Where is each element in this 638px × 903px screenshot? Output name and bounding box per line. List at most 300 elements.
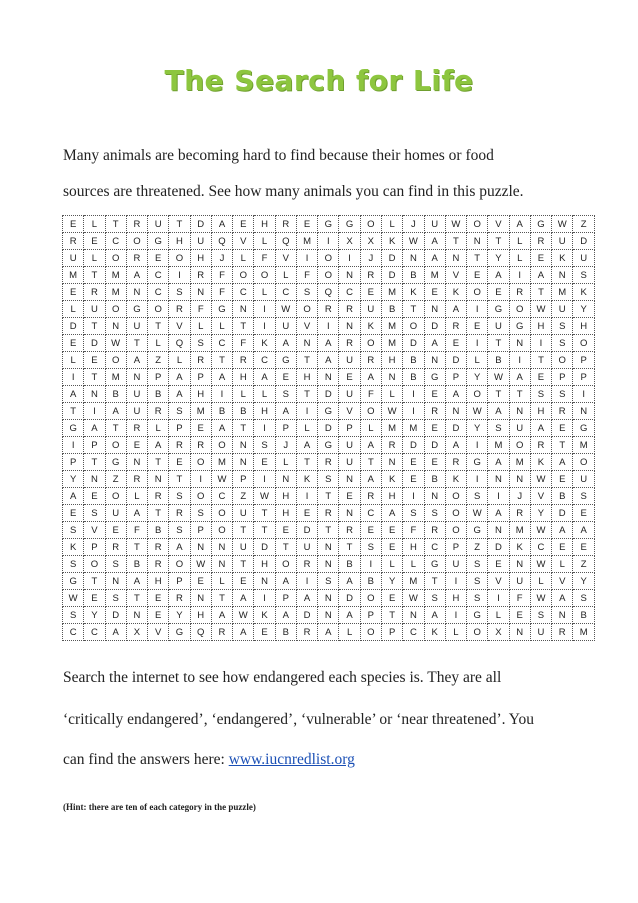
grid-cell: H <box>190 386 211 403</box>
grid-cell: C <box>211 488 232 505</box>
grid-cell: J <box>403 216 424 233</box>
grid-cell: O <box>445 522 466 539</box>
grid-cell: Q <box>190 624 211 641</box>
grid-cell: N <box>424 301 445 318</box>
grid-cell: H <box>275 505 296 522</box>
grid-cell: B <box>403 369 424 386</box>
grid-cell: H <box>381 488 402 505</box>
grid-cell: T <box>126 590 147 607</box>
grid-cell: C <box>275 284 296 301</box>
grid-cell: S <box>169 284 190 301</box>
grid-cell: N <box>318 369 339 386</box>
grid-cell: P <box>445 539 466 556</box>
grid-cell: R <box>126 250 147 267</box>
grid-cell: H <box>573 318 595 335</box>
grid-cell: R <box>211 624 232 641</box>
grid-cell: A <box>360 437 381 454</box>
intro-line-1: Many animals are becoming hard to find because their homes or food <box>63 147 494 164</box>
grid-cell: M <box>403 420 424 437</box>
grid-cell: I <box>573 386 595 403</box>
grid-cell: B <box>488 352 509 369</box>
grid-cell: A <box>63 488 84 505</box>
grid-cell: G <box>530 216 551 233</box>
grid-cell: E <box>296 216 317 233</box>
grid-cell: L <box>275 267 296 284</box>
grid-cell: A <box>552 590 573 607</box>
grid-row <box>63 539 595 556</box>
grid-cell: A <box>126 267 147 284</box>
grid-cell: F <box>296 267 317 284</box>
grid-cell: O <box>211 505 232 522</box>
grid-cell: I <box>467 437 488 454</box>
instructions-line-1: Search the internet to see how endangered each species is. They are all <box>63 669 502 686</box>
grid-cell: N <box>84 386 105 403</box>
grid-cell: V <box>445 267 466 284</box>
grid-cell: N <box>233 437 254 454</box>
grid-cell: O <box>445 505 466 522</box>
grid-cell: T <box>381 607 402 624</box>
instructions-line-3 <box>63 752 355 768</box>
grid-cell: I <box>254 301 275 318</box>
grid-cell: I <box>445 573 466 590</box>
grid-cell: E <box>233 573 254 590</box>
grid-cell: Y <box>63 471 84 488</box>
grid-cell: U <box>573 471 595 488</box>
grid-cell: M <box>105 284 126 301</box>
grid-cell: R <box>63 233 84 250</box>
grid-cell: D <box>424 318 445 335</box>
grid-cell: H <box>254 556 275 573</box>
grid-cell: E <box>296 505 317 522</box>
grid-cell: I <box>296 403 317 420</box>
grid-cell: E <box>530 369 551 386</box>
grid-cell: O <box>360 624 381 641</box>
grid-cell: F <box>360 386 381 403</box>
grid-cell: N <box>509 335 530 352</box>
grid-cell: O <box>275 556 296 573</box>
grid-cell: S <box>169 403 190 420</box>
grid-cell: K <box>403 284 424 301</box>
grid-cell: N <box>190 284 211 301</box>
grid-cell: P <box>84 437 105 454</box>
grid-cell: T <box>105 420 126 437</box>
grid-cell: O <box>105 488 126 505</box>
grid-cell: T <box>233 318 254 335</box>
word-search-grid <box>62 215 595 641</box>
grid-cell: T <box>318 522 339 539</box>
grid-cell: R <box>445 318 466 335</box>
grid-cell: B <box>211 403 232 420</box>
grid-cell: Z <box>573 216 595 233</box>
grid-cell: A <box>424 335 445 352</box>
grid-row <box>63 369 595 386</box>
grid-cell: L <box>148 335 169 352</box>
grid-cell: L <box>169 352 190 369</box>
grid-cell: E <box>360 284 381 301</box>
instructions-line-2: ‘critically endangered’, ‘endangered’, ‘vulnerable’ or ‘near threatened’. You <box>63 711 534 728</box>
grid-cell: O <box>509 301 530 318</box>
grid-cell: N <box>190 590 211 607</box>
grid-cell: W <box>530 522 551 539</box>
grid-cell: F <box>403 522 424 539</box>
grid-cell: U <box>573 250 595 267</box>
grid-cell: X <box>488 624 509 641</box>
grid-cell: E <box>126 437 147 454</box>
grid-cell: N <box>424 488 445 505</box>
grid-cell: M <box>105 267 126 284</box>
grid-cell: D <box>63 318 84 335</box>
grid-cell: U <box>233 505 254 522</box>
grid-row <box>63 216 595 233</box>
grid-cell: E <box>275 369 296 386</box>
grid-cell: Z <box>105 471 126 488</box>
grid-cell: J <box>360 250 381 267</box>
grid-cell: T <box>254 522 275 539</box>
grid-cell: G <box>573 420 595 437</box>
grid-cell: O <box>105 352 126 369</box>
grid-cell: A <box>509 369 530 386</box>
grid-cell: H <box>445 590 466 607</box>
grid-cell: M <box>381 335 402 352</box>
grid-cell: O <box>467 216 488 233</box>
grid-cell: T <box>318 488 339 505</box>
grid-cell: I <box>509 267 530 284</box>
grid-cell: T <box>467 250 488 267</box>
grid-cell: G <box>467 522 488 539</box>
grid-cell: N <box>467 233 488 250</box>
grid-cell: S <box>573 267 595 284</box>
grid-cell: S <box>467 590 488 607</box>
grid-cell: S <box>63 556 84 573</box>
grid-cell: H <box>403 539 424 556</box>
grid-cell: W <box>275 301 296 318</box>
grid-cell: W <box>381 403 402 420</box>
grid-cell: S <box>552 318 573 335</box>
grid-cell: W <box>552 216 573 233</box>
grid-cell: E <box>254 624 275 641</box>
grid-cell: N <box>233 301 254 318</box>
grid-cell: R <box>148 403 169 420</box>
grid-cell: X <box>126 624 147 641</box>
grid-cell: R <box>233 352 254 369</box>
grid-cell: A <box>169 369 190 386</box>
grid-row <box>63 488 595 505</box>
grid-cell: O <box>360 335 381 352</box>
grid-cell: O <box>573 335 595 352</box>
grid-cell: D <box>296 607 317 624</box>
grid-cell: N <box>211 539 232 556</box>
grid-cell: M <box>403 573 424 590</box>
grid-cell: S <box>424 590 445 607</box>
grid-cell: T <box>488 335 509 352</box>
grid-cell: O <box>467 284 488 301</box>
grid-cell: A <box>318 335 339 352</box>
grid-cell: I <box>339 250 360 267</box>
grid-cell: G <box>126 301 147 318</box>
grid-cell: T <box>296 352 317 369</box>
grid-cell: L <box>275 454 296 471</box>
grid-cell: R <box>169 437 190 454</box>
grid-cell: K <box>445 284 466 301</box>
grid-cell: E <box>552 471 573 488</box>
grid-cell: N <box>339 505 360 522</box>
grid-cell: A <box>424 250 445 267</box>
grid-cell: A <box>169 386 190 403</box>
grid-cell: M <box>573 437 595 454</box>
grid-cell: M <box>381 420 402 437</box>
grid-cell: Z <box>467 539 488 556</box>
grid-cell: Z <box>233 488 254 505</box>
grid-cell: G <box>148 233 169 250</box>
grid-cell: A <box>275 573 296 590</box>
grid-cell: O <box>552 352 573 369</box>
grid-cell: D <box>84 335 105 352</box>
grid-cell: R <box>530 437 551 454</box>
grid-cell: N <box>552 607 573 624</box>
grid-cell: O <box>318 267 339 284</box>
grid-cell: A <box>360 471 381 488</box>
grid-cell: N <box>509 556 530 573</box>
grid-cell: H <box>530 318 551 335</box>
grid-cell: I <box>254 471 275 488</box>
grid-cell: R <box>84 284 105 301</box>
grid-cell: N <box>488 522 509 539</box>
grid-cell: U <box>275 318 296 335</box>
grid-cell: O <box>169 556 190 573</box>
grid-cell: S <box>467 556 488 573</box>
grid-cell: R <box>296 556 317 573</box>
grid-row <box>63 607 595 624</box>
grid-cell: T <box>488 233 509 250</box>
grid-cell: S <box>573 590 595 607</box>
grid-cell: O <box>254 267 275 284</box>
grid-cell: E <box>445 335 466 352</box>
grid-cell: K <box>360 318 381 335</box>
grid-cell: I <box>403 386 424 403</box>
grid-cell: R <box>296 624 317 641</box>
grid-cell: E <box>381 590 402 607</box>
grid-cell: K <box>254 607 275 624</box>
grid-cell: O <box>169 250 190 267</box>
grid-cell: S <box>424 505 445 522</box>
grid-cell: A <box>126 573 147 590</box>
grid-cell: M <box>573 624 595 641</box>
grid-cell: K <box>424 624 445 641</box>
grid-cell: U <box>445 556 466 573</box>
grid-cell: A <box>63 386 84 403</box>
grid-cell: J <box>509 488 530 505</box>
grid-cell: W <box>63 590 84 607</box>
grid-cell: D <box>403 335 424 352</box>
grid-cell: P <box>381 624 402 641</box>
grid-cell: A <box>445 437 466 454</box>
grid-row <box>63 301 595 318</box>
grid-cell: E <box>488 556 509 573</box>
grid-cell: A <box>275 607 296 624</box>
grid-cell: M <box>105 369 126 386</box>
grid-cell: N <box>254 573 275 590</box>
grid-cell: L <box>233 386 254 403</box>
grid-cell: T <box>360 454 381 471</box>
grid-cell: U <box>552 233 573 250</box>
grid-cell: V <box>530 488 551 505</box>
grid-cell: G <box>488 301 509 318</box>
grid-cell: C <box>105 233 126 250</box>
grid-cell: S <box>318 471 339 488</box>
grid-cell: C <box>360 505 381 522</box>
grid-cell: V <box>296 318 317 335</box>
grid-cell: E <box>573 505 595 522</box>
grid-cell: B <box>381 301 402 318</box>
grid-cell: E <box>424 454 445 471</box>
grid-cell: I <box>509 352 530 369</box>
grid-cell: R <box>318 301 339 318</box>
grid-cell: F <box>233 335 254 352</box>
grid-cell: A <box>360 369 381 386</box>
grid-cell: L <box>509 250 530 267</box>
grid-cell: W <box>530 471 551 488</box>
grid-cell: N <box>275 471 296 488</box>
iucn-link[interactable]: www.iucnredlist.org <box>228 751 355 768</box>
grid-cell: F <box>211 267 232 284</box>
grid-cell: T <box>84 318 105 335</box>
grid-cell: S <box>467 488 488 505</box>
grid-cell: R <box>148 488 169 505</box>
grid-cell: R <box>445 454 466 471</box>
grid-cell: R <box>424 522 445 539</box>
grid-cell: O <box>509 437 530 454</box>
grid-cell: A <box>233 590 254 607</box>
grid-cell: A <box>552 522 573 539</box>
grid-cell: Z <box>573 556 595 573</box>
grid-cell: Y <box>573 301 595 318</box>
grid-cell: T <box>339 539 360 556</box>
grid-cell: S <box>530 607 551 624</box>
grid-cell: N <box>126 369 147 386</box>
grid-cell: A <box>318 352 339 369</box>
grid-cell: L <box>211 573 232 590</box>
grid-cell: O <box>360 403 381 420</box>
grid-cell: D <box>445 352 466 369</box>
grid-cell: H <box>190 250 211 267</box>
grid-cell: U <box>84 301 105 318</box>
grid-cell: N <box>148 471 169 488</box>
grid-cell: R <box>339 335 360 352</box>
grid-cell: E <box>148 250 169 267</box>
grid-cell: I <box>403 488 424 505</box>
grid-cell: A <box>211 420 232 437</box>
grid-cell: I <box>296 488 317 505</box>
grid-cell: A <box>339 573 360 590</box>
grid-cell: A <box>339 607 360 624</box>
grid-cell: A <box>424 607 445 624</box>
grid-cell: A <box>509 216 530 233</box>
grid-cell: A <box>169 539 190 556</box>
grid-cell: O <box>573 454 595 471</box>
grid-cell: U <box>339 437 360 454</box>
grid-cell: P <box>190 522 211 539</box>
grid-cell: P <box>360 607 381 624</box>
grid-cell: F <box>254 250 275 267</box>
grid-cell: I <box>63 369 84 386</box>
answers-prefix: can find the answers here: <box>63 751 229 768</box>
grid-cell: L <box>339 624 360 641</box>
grid-cell: M <box>488 437 509 454</box>
grid-cell: T <box>211 352 232 369</box>
grid-cell: A <box>573 522 595 539</box>
grid-cell: T <box>84 369 105 386</box>
grid-cell: D <box>190 216 211 233</box>
grid-cell: E <box>403 471 424 488</box>
grid-cell: B <box>339 556 360 573</box>
grid-cell: U <box>296 539 317 556</box>
grid-cell: O <box>105 301 126 318</box>
grid-cell: A <box>211 216 232 233</box>
grid-cell: H <box>254 216 275 233</box>
grid-cell: H <box>381 352 402 369</box>
grid-cell: R <box>424 403 445 420</box>
grid-cell: D <box>552 505 573 522</box>
grid-cell: P <box>148 369 169 386</box>
grid-row <box>63 318 595 335</box>
grid-cell: L <box>509 233 530 250</box>
grid-cell: T <box>275 539 296 556</box>
grid-cell: A <box>552 454 573 471</box>
grid-cell: R <box>275 216 296 233</box>
grid-cell: A <box>126 505 147 522</box>
grid-cell: D <box>403 437 424 454</box>
page-title: The Search for Life <box>164 64 474 97</box>
grid-cell: N <box>403 250 424 267</box>
grid-cell: F <box>126 522 147 539</box>
grid-cell: E <box>552 539 573 556</box>
grid-cell: E <box>339 369 360 386</box>
grid-cell: O <box>233 267 254 284</box>
grid-cell: L <box>403 556 424 573</box>
grid-cell: M <box>190 403 211 420</box>
grid-cell: E <box>63 216 84 233</box>
grid-cell: G <box>211 301 232 318</box>
grid-cell: S <box>190 335 211 352</box>
grid-cell: R <box>105 539 126 556</box>
grid-cell: U <box>339 352 360 369</box>
grid-cell: I <box>467 335 488 352</box>
grid-cell: V <box>488 573 509 590</box>
grid-cell: H <box>296 369 317 386</box>
grid-cell: A <box>105 403 126 420</box>
grid-cell: E <box>360 522 381 539</box>
grid-cell: A <box>275 335 296 352</box>
grid-cell: K <box>509 539 530 556</box>
grid-cell: N <box>126 607 147 624</box>
grid-cell: I <box>296 250 317 267</box>
grid-row <box>63 471 595 488</box>
grid-cell: U <box>424 216 445 233</box>
grid-cell: Y <box>467 420 488 437</box>
grid-cell: A <box>211 607 232 624</box>
grid-cell: N <box>339 318 360 335</box>
grid-cell: E <box>339 488 360 505</box>
grid-cell: I <box>211 386 232 403</box>
grid-cell: A <box>530 267 551 284</box>
grid-cell: I <box>84 403 105 420</box>
grid-cell: K <box>552 250 573 267</box>
grid-cell: M <box>63 267 84 284</box>
grid-cell: N <box>488 471 509 488</box>
grid-cell: E <box>84 488 105 505</box>
grid-cell: R <box>169 301 190 318</box>
grid-cell: K <box>381 233 402 250</box>
